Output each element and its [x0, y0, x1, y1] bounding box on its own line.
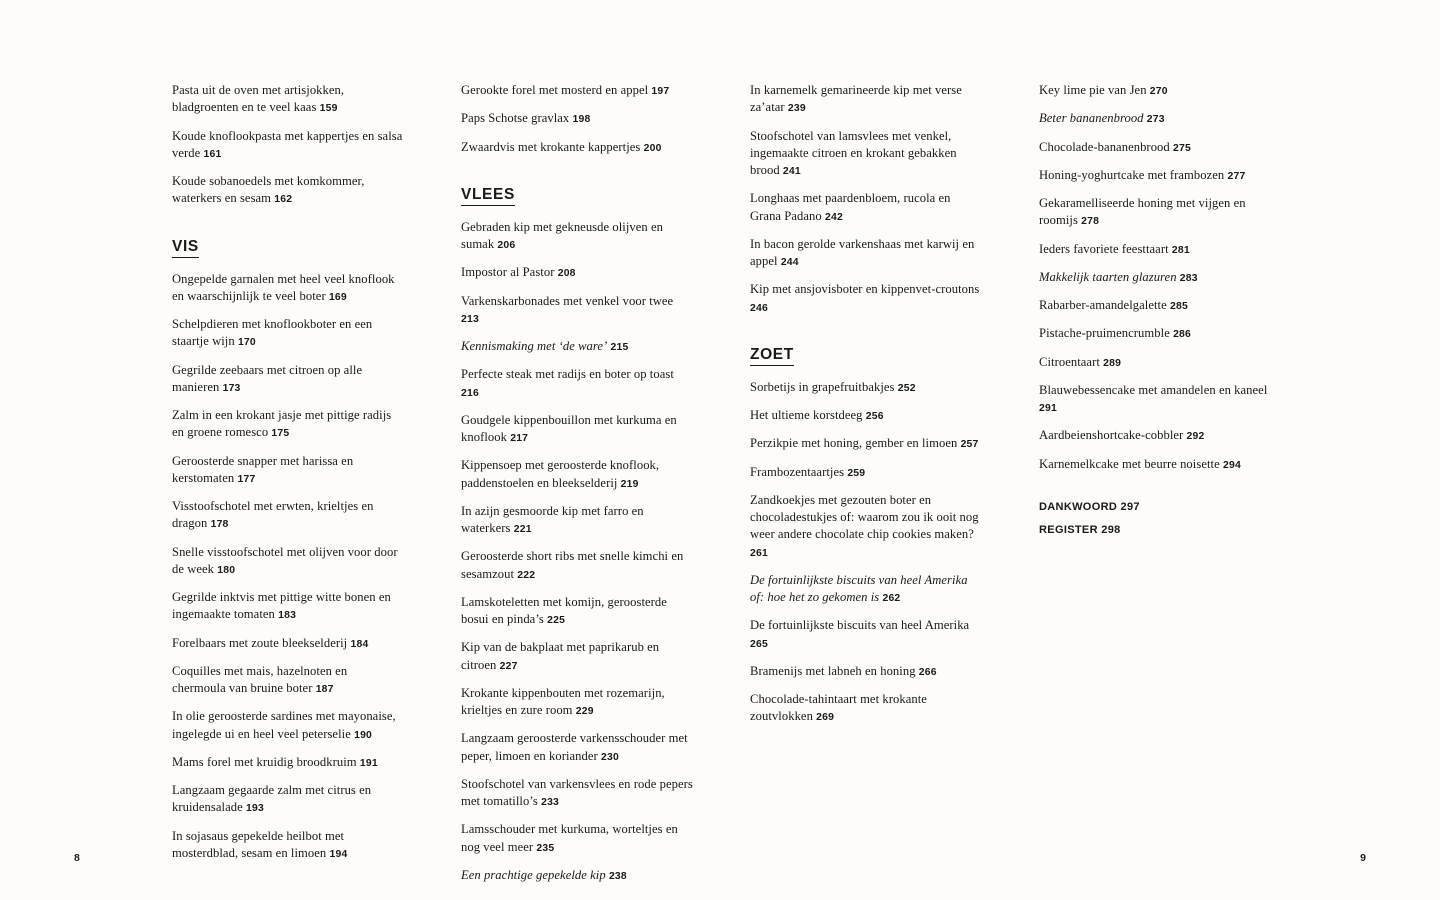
toc-entry[interactable]	[1039, 456, 1271, 473]
toc-entry[interactable]	[461, 139, 693, 156]
toc-entry-title: Langzaam gegaarde zalm met citrus en kruidensalade	[172, 783, 372, 815]
toc-entry-page: 242	[824, 211, 843, 223]
toc-entry[interactable]	[172, 754, 404, 771]
toc-entry-title: Pasta uit de oven met artisjokken, bladgroenten en te veel kaas	[172, 83, 345, 115]
toc-entry-page: 292	[1186, 431, 1205, 443]
toc-entry-title: Lamsschouder met kurkuma, worteltjes en nog veel meer	[461, 822, 678, 854]
toc-entry[interactable]	[750, 379, 982, 396]
toc-entry-title: Stoofschotel van lamsvlees met venkel, ingemaakte citroen en krokant gebakken brood	[750, 128, 957, 177]
toc-entry-page: 289	[1103, 357, 1122, 369]
toc-entry[interactable]	[461, 412, 693, 447]
toc-entry[interactable]	[750, 128, 982, 180]
toc-entry-page: 217	[510, 433, 529, 444]
toc-entry[interactable]	[172, 498, 404, 533]
toc-entry-page: 285	[1169, 301, 1188, 312]
toc-entry-page: 173	[222, 382, 241, 394]
toc-entry[interactable]	[1039, 167, 1271, 184]
toc-entry-page: 269	[816, 712, 835, 724]
toc-entry-page: 273	[1146, 114, 1165, 126]
toc-entry[interactable]	[172, 128, 404, 163]
toc-columns	[172, 82, 1272, 895]
toc-entry-page: 221	[513, 524, 532, 535]
folio-right: 9	[1360, 852, 1366, 864]
toc-entry-title: Zwaardvis met krokante kappertjes	[461, 139, 641, 154]
toc-entry-page: 283	[1179, 272, 1198, 284]
toc-entry-title: Honing-yoghurtcake met frambozen	[1039, 167, 1225, 182]
section-heading: ZOET	[750, 346, 794, 366]
toc-entry-title: Goudgele kippenbouillon met kurkuma en knoflook	[461, 412, 677, 444]
toc-entry-title: Zandkoekjes met gezouten boter en chocoladestukjes of: waarom zou ik ooit nog weer andere chocolate chip cookies maken?	[750, 492, 979, 542]
toc-entry[interactable]	[1039, 325, 1271, 342]
toc-entry[interactable]	[750, 281, 982, 316]
toc-entry-page: 219	[620, 478, 639, 490]
toc-entry-page: 225	[547, 615, 566, 626]
toc-entry[interactable]	[172, 782, 404, 817]
toc-entry[interactable]	[750, 663, 982, 680]
toc-entry-page: 222	[517, 569, 536, 581]
toc-entry-title: Makkelijk taarten glazuren	[1039, 269, 1177, 284]
toc-entry-page: 162	[274, 194, 293, 206]
toc-entry[interactable]	[1039, 241, 1271, 258]
toc-entry-title: In sojasaus gepekelde heilbot met mosterdblad, sesam en limoen	[172, 828, 345, 860]
toc-entry[interactable]	[461, 82, 693, 99]
toc-entry[interactable]	[461, 639, 693, 674]
toc-entry-title: Gegrilde inktvis met pittige witte bonen en ingemaakte tomaten	[172, 590, 391, 622]
toc-entry-title: Rabarber-amandelgalette	[1039, 298, 1167, 312]
toc-entry-page: 169	[328, 291, 347, 303]
toc-entry-title: Chocolade-tahintaart met krokante zoutvlokken	[750, 692, 927, 724]
toc-entry-title: Mams forel met kruidig broodkruim	[172, 754, 357, 769]
toc-entry-title: Impostor al Pastor	[461, 265, 555, 280]
section-heading: VIS	[172, 238, 199, 258]
toc-entry-page: 252	[897, 382, 916, 394]
toc-entry[interactable]	[172, 635, 404, 652]
toc-entry-page: 198	[572, 114, 591, 126]
toc-entry[interactable]	[1039, 354, 1271, 371]
toc-entry[interactable]	[461, 338, 693, 355]
toc-entry-title: Forelbaars met zoute bleekselderij	[172, 635, 348, 650]
toc-entry-page: 177	[237, 473, 256, 485]
toc-entry[interactable]	[750, 492, 982, 561]
folio-left: 8	[74, 852, 80, 864]
toc-entry-page: 197	[651, 86, 670, 97]
toc-entry-title: Chocolade-bananenbrood	[1039, 139, 1170, 154]
toc-entry-title: In bacon gerolde varkenshaas met karwij en appel	[750, 236, 975, 268]
toc-entry[interactable]	[172, 708, 404, 743]
toc-entry[interactable]	[461, 503, 693, 538]
toc-entry-page: 235	[536, 842, 555, 854]
toc-entry[interactable]	[1039, 110, 1271, 127]
toc-entry[interactable]	[750, 572, 982, 607]
toc-entry[interactable]	[172, 828, 404, 863]
toc-entry-page: 175	[271, 428, 290, 440]
toc-entry-title: Kip van de bakplaat met paprikarub en citroen	[461, 640, 660, 672]
toc-entry-page: 213	[461, 313, 479, 325]
toc-entry-title: Karnemelkcake met beurre noisette	[1039, 456, 1220, 471]
backmatter-item[interactable]: DANKWOORD 297	[1039, 500, 1140, 513]
toc-entry-page: 278	[1081, 216, 1100, 228]
toc-entry-title: Coquilles met mais, hazelnoten en chermoula van bruine boter	[172, 663, 348, 695]
toc-entry[interactable]	[461, 548, 693, 583]
toc-entry-title: Krokante kippenbouten met rozemarijn, krieltjes en zure room	[461, 685, 665, 717]
toc-entry-title: De fortuinlijkste biscuits van heel Amerika	[750, 618, 970, 633]
toc-entry-page: 294	[1222, 459, 1241, 471]
toc-entry-page: 200	[643, 142, 662, 154]
toc-entry[interactable]	[750, 435, 982, 452]
backmatter-item[interactable]: REGISTER 298	[1039, 523, 1121, 536]
toc-entry-page: 266	[918, 666, 937, 678]
toc-entry-title: In olie geroosterde sardines met mayonaise, ingelegde ui en heel veel peterselie	[172, 709, 396, 741]
toc-entry-page: 277	[1227, 170, 1246, 182]
toc-entry-page: 161	[203, 148, 222, 160]
toc-entry-page: 216	[461, 387, 479, 399]
toc-entry-page: 257	[960, 439, 979, 451]
toc-entry-page: 281	[1171, 244, 1190, 256]
toc-entry-page: 190	[354, 729, 373, 741]
toc-entry[interactable]	[750, 464, 982, 481]
toc-entry[interactable]	[172, 453, 404, 488]
toc-entry-page: 262	[882, 593, 901, 604]
toc-entry-title: Bramenijs met labneh en honing	[750, 663, 916, 678]
toc-entry-page: 180	[217, 564, 236, 576]
toc-entry-title: In karnemelk gemarineerde kip met verse za’atar	[750, 83, 962, 115]
toc-entry[interactable]	[1039, 297, 1271, 314]
toc-entry-page: 178	[210, 519, 229, 531]
toc-entry-page: 208	[557, 268, 576, 280]
toc-entry-title: Gekaramelliseerde honing met vijgen en roomijs	[1039, 196, 1246, 228]
toc-entry[interactable]	[461, 293, 693, 328]
toc-entry-page: 239	[787, 103, 806, 115]
toc-entry[interactable]	[461, 264, 693, 281]
toc-entry-page: 227	[499, 660, 518, 672]
toc-entry[interactable]	[172, 663, 404, 698]
toc-entry-title: Geroosterde short ribs met snelle kimchi en sesamzout	[461, 549, 684, 581]
toc-entry[interactable]	[172, 544, 404, 579]
toc-entry[interactable]	[172, 82, 404, 117]
toc-entry-title: Key lime pie van Jen	[1039, 83, 1147, 97]
toc-entry[interactable]	[172, 271, 404, 306]
toc-entry-page: 246	[750, 302, 768, 314]
toc-entry-page: 238	[608, 870, 627, 882]
toc-entry-title: Aardbeienshortcake-cobbler	[1039, 428, 1184, 443]
section-heading: VLEES	[461, 186, 515, 206]
toc-entry[interactable]	[172, 407, 404, 442]
toc-entry-title: Citroentaart	[1039, 354, 1100, 369]
toc-entry-page: 241	[782, 166, 801, 177]
toc-column	[1039, 82, 1271, 895]
toc-entry-title: Geroosterde snapper met harissa en kerstomaten	[172, 453, 354, 485]
toc-entry[interactable]	[1039, 269, 1271, 286]
toc-entry-title: Lamskoteletten met komijn, geroosterde bosui en pinda’s	[461, 594, 667, 626]
toc-entry-title: Longhaas met paardenbloem, rucola en Grana Padano	[750, 191, 951, 223]
toc-entry[interactable]	[461, 867, 693, 884]
toc-entry-page: 170	[237, 337, 256, 349]
toc-entry-title: Gegrilde zeebaars met citroen op alle manieren	[172, 362, 363, 394]
toc-entry-page: 230	[601, 751, 619, 763]
toc-entry-title: Visstoofschotel met erwten, krieltjes en dragon	[172, 499, 374, 531]
toc-entry-title: Zalm in een krokant jasje met pittige radijs en groene romesco	[172, 408, 392, 440]
toc-entry-title: Stoofschotel van varkensvlees en rode pepers met tomatillo’s	[461, 776, 693, 808]
toc-entry[interactable]	[750, 691, 982, 726]
toc-entry-page: 291	[1039, 403, 1057, 414]
toc-entry[interactable]	[172, 316, 404, 351]
toc-entry[interactable]	[461, 366, 693, 401]
toc-entry-title: Perfecte steak met radijs en boter op toast	[461, 367, 674, 382]
toc-entry-title: In azijn gesmoorde kip met farro en waterkers	[461, 503, 644, 535]
toc-entry-title: De fortuinlijkste biscuits van heel Amerika of: hoe het zo gekomen is	[750, 572, 968, 604]
toc-entry-title: Gerookte forel met mosterd en appel	[461, 83, 649, 97]
toc-entry-title: Koude knoflookpasta met kappertjes en salsa verde	[172, 128, 403, 160]
toc-entry-title: Paps Schotse gravlax	[461, 111, 570, 126]
toc-entry-page: 215	[610, 342, 629, 353]
toc-entry-title: Langzaam geroosterde varkensschouder met peper, limoen en koriander	[461, 731, 688, 763]
backmatter-list	[1039, 501, 1271, 536]
toc-column	[461, 82, 693, 895]
toc-entry-title: Perzikpie met honing, gember en limoen	[750, 436, 958, 451]
toc-column	[750, 82, 982, 895]
toc-entry-title: Een prachtige gepekelde kip	[461, 867, 606, 882]
toc-entry-title: Kippensoep met geroosterde knoflook, paddenstoelen en bleekselderij	[461, 458, 660, 490]
toc-entry[interactable]	[461, 110, 693, 127]
toc-entry-title: Gebraden kip met gekneusde olijven en sumak	[461, 219, 664, 251]
toc-entry[interactable]	[461, 776, 693, 811]
toc-entry-title: Ieders favoriete feesttaart	[1039, 241, 1169, 256]
toc-entry-page: 191	[359, 757, 378, 769]
toc-entry-page: 259	[847, 467, 866, 479]
toc-entry-title: Blauwebessencake met amandelen en kaneel	[1039, 382, 1268, 397]
toc-entry-title: Varkenskarbonades met venkel voor twee	[461, 293, 674, 308]
toc-entry-page: 229	[575, 706, 594, 717]
toc-entry-page: 244	[780, 257, 799, 268]
toc-entry[interactable]	[461, 730, 693, 765]
toc-entry[interactable]	[1039, 139, 1271, 156]
toc-entry-page: 184	[350, 638, 369, 650]
toc-entry[interactable]	[750, 236, 982, 271]
toc-entry-title: Kennismaking met ‘de ware’	[461, 339, 608, 353]
toc-entry[interactable]	[461, 685, 693, 720]
toc-entry-title: Pistache-pruimencrumble	[1039, 326, 1170, 341]
toc-entry-title: Ongepelde garnalen met heel veel knoflook en waarschijnlijk te veel boter	[172, 271, 395, 303]
page-gutter	[720, 0, 721, 900]
toc-entry-title: Kip met ansjovisboter en kippenvet-croutons	[750, 282, 980, 297]
toc-entry-page: 183	[278, 610, 297, 622]
toc-entry[interactable]	[461, 594, 693, 629]
toc-entry[interactable]	[461, 821, 693, 856]
toc-entry[interactable]	[461, 457, 693, 492]
toc-entry[interactable]	[172, 362, 404, 397]
toc-entry-title: Het ultieme korstdeeg	[750, 408, 863, 422]
toc-entry[interactable]	[750, 407, 982, 424]
toc-entry-title: Beter bananenbrood	[1039, 111, 1144, 126]
toc-entry-page: 270	[1149, 86, 1168, 97]
toc-entry[interactable]	[1039, 195, 1271, 230]
toc-entry-page: 286	[1173, 329, 1192, 341]
toc-entry-page: 206	[497, 240, 516, 251]
toc-entry-page: 261	[750, 547, 768, 559]
toc-column	[172, 82, 404, 895]
toc-entry[interactable]	[1039, 427, 1271, 444]
toc-entry-page: 275	[1173, 142, 1191, 154]
toc-entry-title: Sorbetijs in grapefruitbakjes	[750, 379, 895, 394]
toc-entry[interactable]	[1039, 82, 1271, 99]
toc-entry[interactable]	[461, 219, 693, 254]
toc-entry-page: 194	[329, 848, 348, 860]
toc-entry[interactable]	[750, 190, 982, 225]
toc-entry-title: Schelpdieren met knoflookboter en een staartje wijn	[172, 317, 373, 349]
toc-entry-title: Frambozentaartjes	[750, 464, 845, 479]
toc-entry-title: Koude sobanoedels met komkommer, waterkers en sesam	[172, 174, 365, 206]
toc-entry[interactable]	[172, 173, 404, 208]
toc-entry[interactable]	[750, 82, 982, 117]
toc-entry-title: Snelle visstoofschotel met olijven voor door de week	[172, 544, 398, 576]
toc-entry-page: 233	[541, 797, 560, 808]
toc-entry-page: 193	[245, 803, 264, 815]
toc-entry-page: 187	[315, 684, 334, 695]
toc-entry-page: 256	[865, 411, 884, 422]
toc-entry-page: 159	[319, 103, 338, 115]
toc-entry-page: 265	[750, 638, 768, 650]
toc-entry[interactable]	[172, 589, 404, 624]
toc-entry[interactable]	[1039, 382, 1271, 417]
toc-entry[interactable]	[750, 617, 982, 652]
